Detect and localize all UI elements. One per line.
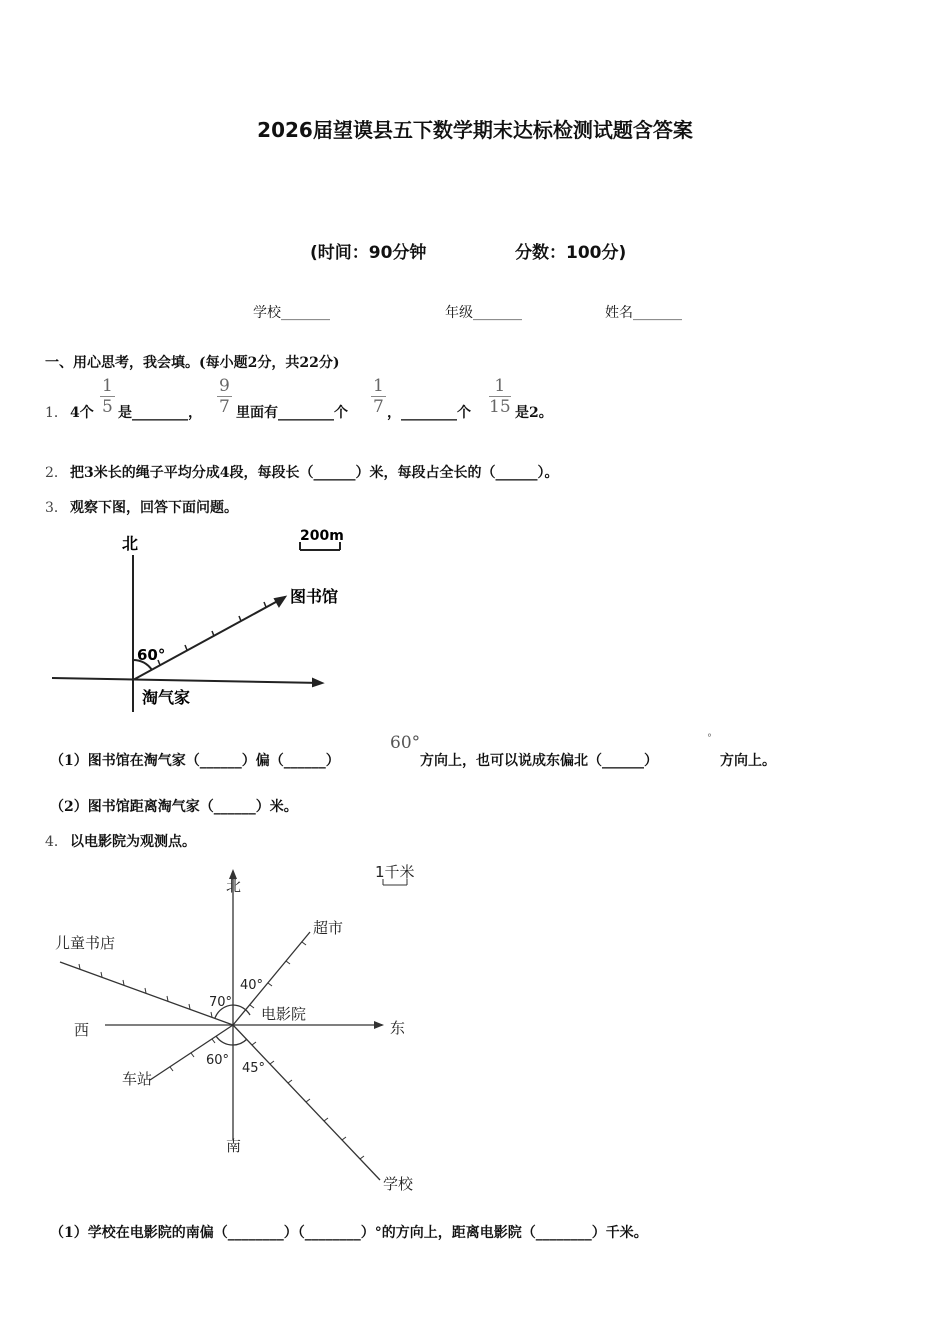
angle-40-label: 40° (240, 978, 264, 993)
angle-70-label: 70° (209, 995, 233, 1010)
station-label: 车站 (122, 1070, 153, 1088)
question-number: 2． (45, 465, 68, 481)
scale-label: 1千米 (375, 863, 415, 881)
school-field: 学校_______ (253, 305, 330, 321)
fraction (489, 376, 511, 417)
denominator: 7 (373, 397, 384, 417)
q3-sub1-text: 方向上，也可以说成东偏北（______） (420, 753, 658, 769)
angle-label: 60° (137, 646, 166, 664)
scale-label: 200m (300, 528, 344, 544)
q1-text: 4个 (70, 405, 94, 421)
cinema-label: 电影院 (261, 1005, 307, 1023)
q1-text: 里面有________个 (236, 405, 348, 421)
fraction (217, 376, 232, 417)
question-3-text: 观察下图，回答下面问题。 (70, 500, 238, 516)
home-label: 淘气家 (142, 688, 191, 707)
denominator: 5 (102, 397, 113, 417)
school-label: 学校 (383, 1175, 414, 1193)
denominator: 15 (489, 397, 511, 417)
numerator: 9 (219, 376, 230, 396)
question-number: 3． (45, 500, 68, 516)
library-label: 图书馆 (290, 587, 339, 606)
q3-sub1-text: 方向上。 (720, 753, 776, 769)
angle-45-label: 45° (242, 1061, 266, 1076)
fraction (371, 376, 386, 417)
bookstore-label: 儿童书店 (55, 934, 116, 952)
east-label: 东 (390, 1019, 406, 1037)
west-label: 西 (74, 1021, 90, 1039)
numerator: 1 (102, 376, 113, 396)
q1-text: 是2。 (515, 405, 553, 421)
grade-field: 年级_______ (445, 305, 522, 321)
q3-sub2-text: （2）图书馆距离淘气家（______）米。 (50, 799, 298, 815)
name-field: 姓名_______ (605, 305, 682, 321)
degree-mark: ° (707, 733, 712, 744)
direction-diagram-1 (0, 520, 400, 720)
question-number: 4． (45, 834, 68, 850)
numerator: 1 (489, 376, 511, 397)
q1-text: ，________个 (387, 405, 471, 421)
page-title: 2026届望谟县五下数学期末达标检测试题含答案 (257, 118, 693, 142)
exam-time: (时间：90分钟 (310, 243, 427, 263)
north-label: 北 (226, 877, 242, 895)
section-heading: 一、用心思考，我会填。(每小题2分，共22分) (45, 355, 340, 371)
q1-text: 是________， (118, 405, 202, 421)
q3-sub1-text: （1）图书馆在淘气家（______）偏（______） (50, 753, 340, 769)
exam-score: 分数：100分) (515, 243, 627, 263)
q4-sub1-text: （1）学校在电影院的南偏（________）（________）°的方向上，距离电影院（________）千米。 (50, 1225, 648, 1241)
degree-value: 60° (390, 733, 421, 753)
fraction (100, 376, 115, 417)
market-label: 超市 (313, 919, 344, 937)
denominator: 7 (219, 397, 230, 417)
question-number: 1． (45, 405, 68, 421)
question-4-text: 以电影院为观测点。 (70, 834, 196, 850)
numerator: 1 (373, 376, 384, 396)
north-label: 北 (122, 534, 139, 553)
south-label: 南 (226, 1137, 242, 1155)
direction-diagram-2 (0, 855, 460, 1200)
angle-60-label: 60° (206, 1053, 230, 1068)
question-2-text: 把3米长的绳子平均分成4段，每段长（______）米，每段占全长的（______）。 (70, 465, 559, 481)
